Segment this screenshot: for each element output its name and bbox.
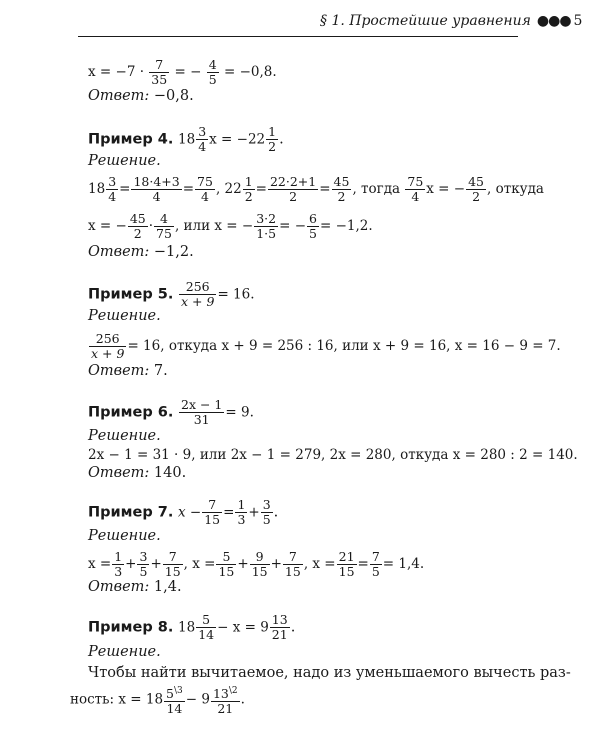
example-label: Пример 4. bbox=[88, 131, 174, 148]
running-header bbox=[320, 13, 583, 29]
fraction: $\frac{13^{\backslash 2}}{21}$ bbox=[212, 686, 238, 717]
equation-line: 18 $\frac{3}{4}$ = $\frac{18\cdot 4+3}{4}$ = $\frac{75}{4}$ , 22 $\frac{1}{2}$ = $\frac{22\cdot 2+1}{2}$ = $\frac{45}{2}$ , тогда $\frac{75}{4}$ x = − $\frac{45}{2}$ , откуда bbox=[88, 174, 544, 204]
fraction: $\frac{18\cdot 4+3}{4}$ bbox=[133, 174, 180, 204]
answer-line bbox=[88, 87, 194, 105]
equation-line: x = − $\frac{45}{2}$ · $\frac{4}{75}$ , или x = − $\frac{3\cdot 2}{1\cdot 5}$ = − $\frac{6}{5}$ = −1,2. bbox=[88, 211, 373, 241]
fraction: $\frac{9}{15}$ bbox=[251, 549, 268, 579]
fraction: $\frac{3}{5}$ bbox=[139, 549, 148, 579]
equation-line: ность: x = 18 $\frac{5^{\backslash 3}}{14}$ − 9 $\frac{13^{\backslash 2}}{21}$ . bbox=[70, 686, 245, 717]
fraction: $\frac{7}{35}$ bbox=[151, 57, 168, 87]
equation-line: $\frac{256}{x + 9}$ = 16, откуда x + 9 = 256 : 16, или x + 9 = 16, x = 16 − 9 = 7. bbox=[91, 331, 561, 361]
example-label: Пример 5. bbox=[88, 286, 174, 303]
fraction: $\frac{2x - 1}{31}$ bbox=[181, 397, 223, 427]
fraction: $\frac{7}{5}$ bbox=[371, 549, 380, 579]
fraction: $\frac{3}{4}$ bbox=[108, 174, 117, 204]
fraction: $\frac{3}{5}$ bbox=[262, 497, 271, 527]
fraction: $\frac{6}{5}$ bbox=[309, 211, 317, 241]
fraction: $\frac{7}{15}$ bbox=[204, 497, 221, 527]
example-8-heading: Пример 8. 18 $\frac{5}{14}$ − x = 9 $\frac{13}{21}$ . bbox=[88, 612, 296, 642]
example-5-heading: Пример 5. $\frac{256}{x + 9}$ = 16. bbox=[88, 279, 255, 309]
fraction: $\frac{1}{2}$ bbox=[244, 174, 253, 204]
fraction: $\frac{5}{14}$ bbox=[198, 612, 215, 642]
fraction: $\frac{3\cdot 2}{1\cdot 5}$ bbox=[256, 211, 277, 241]
example-label: Пример 8. bbox=[88, 619, 174, 636]
fraction: $\frac{22\cdot 2+1}{2}$ bbox=[269, 174, 317, 204]
answer-line bbox=[88, 243, 194, 261]
fraction: $\frac{4}{5}$ bbox=[208, 57, 217, 87]
answer-line bbox=[88, 464, 186, 482]
answer-value: 140. bbox=[153, 465, 187, 481]
answer-value: −1,2. bbox=[153, 244, 194, 260]
fraction: $\frac{7}{15}$ bbox=[284, 549, 301, 579]
page-number: 5 bbox=[573, 13, 583, 29]
fraction: $\frac{5^{\backslash 3}}{14}$ bbox=[166, 686, 183, 717]
fraction: $\frac{1}{3}$ bbox=[237, 497, 246, 527]
equation-line: x = $\frac{1}{3}$ + $\frac{3}{5}$ + $\frac{7}{15}$ , x = $\frac{5}{15}$ + $\frac{9}{15}$ + $\frac{7}{15}$ , x = $\frac{21}{15}$ = $\frac{7}{5}$ = 1,4. bbox=[88, 549, 425, 579]
header-dots-ornament: ●●● bbox=[536, 13, 571, 29]
fraction: $\frac{45}{2}$ bbox=[333, 174, 350, 204]
fraction: $\frac{21}{15}$ bbox=[338, 549, 355, 579]
solution-label: Решение. bbox=[88, 528, 161, 544]
fraction: $\frac{75}{4}$ bbox=[197, 174, 213, 204]
fraction: $\frac{3}{4}$ bbox=[198, 124, 207, 154]
answer-label: Ответ: bbox=[88, 465, 150, 481]
example-label: Пример 7. bbox=[88, 504, 174, 521]
solution-label: Решение. bbox=[88, 153, 161, 169]
header-rule bbox=[78, 36, 518, 37]
fraction: $\frac{256}{x + 9}$ bbox=[181, 279, 215, 309]
fraction: $\frac{13}{21}$ bbox=[271, 612, 288, 642]
solution-label: Решение. bbox=[88, 308, 161, 324]
answer-value: −0,8. bbox=[153, 88, 194, 104]
solution-label: Решение. bbox=[88, 644, 161, 660]
fraction: $\frac{45}{2}$ bbox=[468, 174, 485, 204]
answer-value: 1,4. bbox=[153, 579, 182, 595]
answer-value: 7. bbox=[153, 363, 168, 379]
answer-line bbox=[88, 578, 182, 596]
fraction: $\frac{256}{x + 9}$ bbox=[91, 331, 125, 361]
answer-label: Ответ: bbox=[88, 363, 150, 379]
fraction: $\frac{1}{3}$ bbox=[114, 549, 123, 579]
example-7-heading: Пример 7. x − $\frac{7}{15}$ = $\frac{1}{3}$ + $\frac{3}{5}$ . bbox=[88, 497, 279, 527]
solution-label: Решение. bbox=[88, 428, 161, 444]
fraction: $\frac{7}{15}$ bbox=[164, 549, 181, 579]
fraction: $\frac{1}{2}$ bbox=[268, 124, 277, 154]
answer-label: Ответ: bbox=[88, 244, 150, 260]
paragraph-line: Чтобы найти вычитаемое, надо из уменьшаемого вычесть раз- bbox=[88, 665, 571, 681]
answer-line bbox=[88, 362, 168, 380]
example-6-heading: Пример 6. $\frac{2x - 1}{31}$ = 9. bbox=[88, 397, 254, 427]
equation-line: 2x − 1 = 31 · 9, или 2x − 1 = 279, 2x = 280, откуда x = 280 : 2 = 140. bbox=[88, 447, 578, 463]
example-label: Пример 6. bbox=[88, 404, 174, 421]
section-title: § 1. Простейшие уравнения bbox=[320, 13, 531, 29]
fraction: $\frac{4}{75}$ bbox=[156, 211, 172, 241]
answer-label: Ответ: bbox=[88, 88, 150, 104]
example-4-heading: Пример 4. 18 $\frac{3}{4}$ x = −22 $\frac{1}{2}$ . bbox=[88, 124, 284, 154]
equation-line: x = −7 · $\frac{7}{35}$ = − $\frac{4}{5}$ = −0,8. bbox=[88, 57, 277, 87]
fraction: $\frac{75}{4}$ bbox=[407, 174, 424, 204]
answer-label: Ответ: bbox=[88, 579, 150, 595]
fraction: $\frac{45}{2}$ bbox=[129, 211, 146, 241]
fraction: $\frac{5}{15}$ bbox=[218, 549, 235, 579]
